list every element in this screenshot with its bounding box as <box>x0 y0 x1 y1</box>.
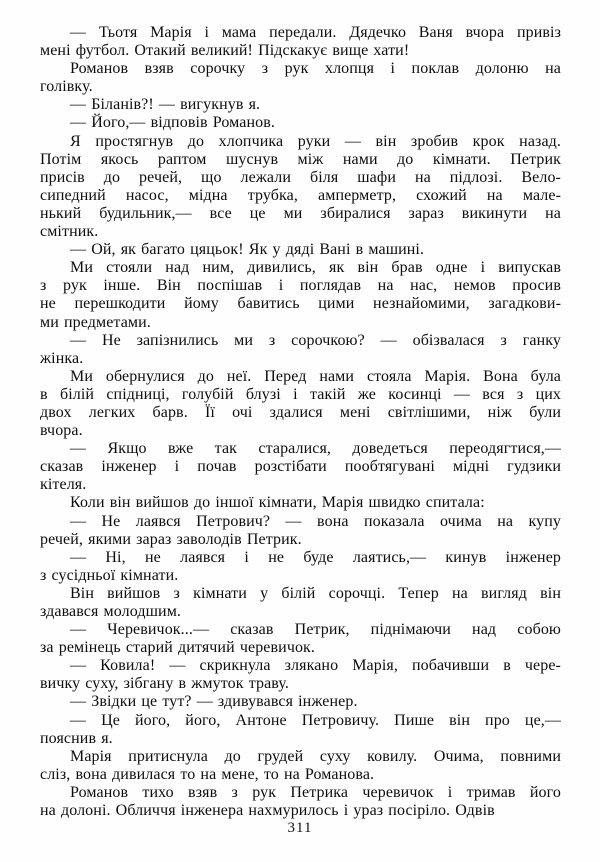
text-line: на долоні. Обличчя інженера нахмурилось і ураз посіріло. Одвів <box>40 802 495 820</box>
text-line: Ми стояли над ним, дивились, як він брав одне і випускав <box>70 259 561 277</box>
text-line: пояснив я. <box>40 729 113 747</box>
paragraph <box>40 621 561 657</box>
text-line: здавався молодшим. <box>40 603 182 620</box>
text-line: ми предметами. <box>40 313 151 331</box>
text-line: жінка. <box>40 349 84 367</box>
text-line: — Ковила! — скрикнула злякано Марія, побачивши в чере- <box>70 657 561 675</box>
paragraph <box>40 784 561 820</box>
paragraph <box>40 549 561 585</box>
text-line: кітеля. <box>40 476 87 494</box>
paragraph <box>40 259 561 331</box>
text-line: Коли він вийшов до іншої кімнати, Марія швидко спитала: <box>70 494 485 512</box>
text-line: Потім якось раптом шуснув між нами до кімнати. Петрик <box>40 150 561 168</box>
paragraph <box>40 513 561 549</box>
text-line: сипедний насос, мідна трубка, амперметр, схожий на мале- <box>40 186 561 204</box>
text-line: — Ой, як багато цяцьок! Як у дяді Вані в машині. <box>70 241 425 259</box>
text-line: — Якщо вже так старалися, доведеться переодягтися,— <box>70 440 561 458</box>
text-line: в білій спідниці, голубій блузі і такій же косинці — вся з цих <box>40 385 561 403</box>
text-line: — Це його, його, Антоне Петровичу. Пише він про це,— <box>70 711 561 729</box>
paragraph <box>40 60 561 96</box>
paragraph <box>40 440 561 494</box>
paragraph <box>40 24 561 60</box>
text-block <box>40 24 561 820</box>
paragraph <box>40 332 561 368</box>
text-line: Марія притиснула до грудей суху ковилу. Очима, повними <box>70 747 561 765</box>
text-line: з сусідньої кімнати. <box>40 566 179 584</box>
page-number: 311 <box>287 820 313 836</box>
paragraph <box>40 712 561 748</box>
text-line: — Тьотя Марія і мама передали. Дядечко Ваня вчора привіз <box>70 24 561 41</box>
text-line: присів до речей, що лежали біля шафи на підлозі. Вело- <box>40 168 561 186</box>
text-line: смітник. <box>40 223 99 241</box>
text-line: вчора. <box>40 422 83 440</box>
text-line: мені футбол. Отакий великий! Підскакує вище хати! <box>40 42 410 60</box>
text-line: Ми обернулися до неї. Перед нами стояла Марія. Вона була <box>70 367 561 385</box>
text-line: з рук інше. Він поспішав і поглядав на нас, немов просив <box>40 277 561 295</box>
paragraph <box>40 585 561 621</box>
text-line: Романов взяв сорочку з рук хлопця і поклав долоню на <box>70 60 561 78</box>
text-line: двох легких барв. Її очі здалися мені світлішими, ніж були <box>40 403 561 421</box>
paragraph <box>40 368 561 440</box>
paragraph <box>40 133 561 242</box>
text-line: — Не запізнились ми з сорочкою? — обізвалася з ганку <box>70 331 561 349</box>
text-line: сліз, вона дивилася то на мене, то на Романова. <box>40 765 375 783</box>
text-line: Романов тихо взяв з рук Петрика черевичок і тримав його <box>70 783 561 801</box>
text-line: речей, якими зараз заволодів Петрик. <box>40 530 302 548</box>
paragraph <box>40 114 561 132</box>
paragraph <box>40 96 561 114</box>
paragraph <box>40 693 561 711</box>
text-line: голівку. <box>40 78 93 96</box>
paragraph <box>40 494 561 512</box>
text-line: Він вийшов з кімнати у білій сорочці. Тепер на вигляд він <box>70 584 561 602</box>
text-line: — Черевичок...— сказав Петрик, піднімаючи над собою <box>70 621 561 639</box>
text-line: — Його,— відповів Романов. <box>70 114 276 132</box>
text-line: — Ні, не лаявся і не буде лаятись,— кинув інженер <box>70 548 561 566</box>
text-line: сказав інженер і почав розстібати пообтягувані мідні гудзики <box>40 458 561 476</box>
text-line: вичку суху, зібгану в жмуток траву. <box>40 675 290 693</box>
text-line: Я простягнув до хлопчика руки — він зробив крок назад. <box>70 132 561 150</box>
paragraph <box>40 657 561 693</box>
paragraph <box>40 241 561 259</box>
text-line: — Звідки це тут? — здивувався інженер. <box>70 693 358 711</box>
paragraph <box>40 748 561 784</box>
text-line: нький будильник,— все це ми збиралися зараз викинути на <box>40 204 561 222</box>
text-line: — Біланів?! — вигукнув я. <box>70 96 261 114</box>
text-line: не перешкодити йому бавитись цими незнайомими, загадкови- <box>40 295 561 313</box>
text-line: — Не лаявся Петрович? — вона показала очима на купу <box>70 512 561 530</box>
text-line: за ремінець старий дитячий черевичок. <box>40 639 316 657</box>
